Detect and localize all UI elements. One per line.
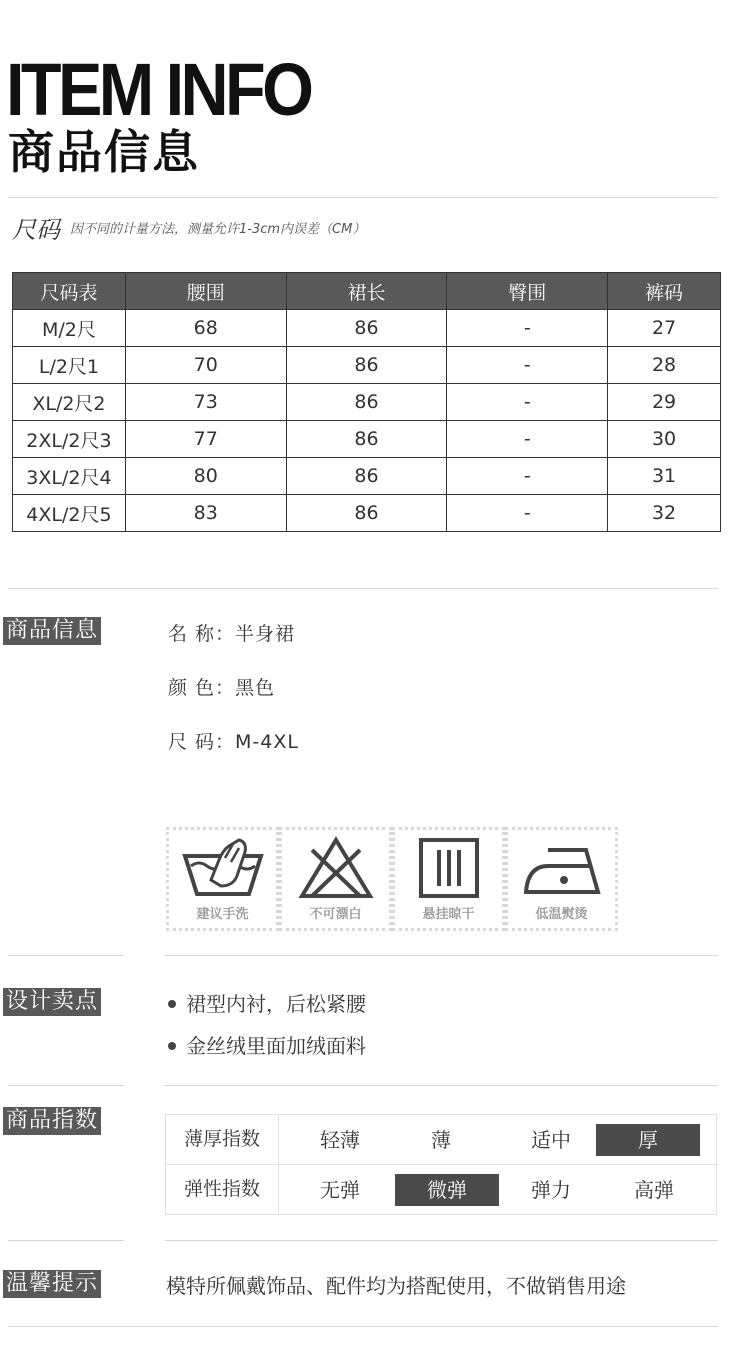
index-option: 高弹 <box>634 1178 674 1202</box>
table-cell: 83 <box>125 495 286 532</box>
index-row-elasticity <box>166 1165 716 1214</box>
table-cell: 29 <box>608 384 721 421</box>
divider <box>8 1085 124 1086</box>
table-row <box>13 310 721 347</box>
index-option-selected: 厚 <box>596 1124 700 1156</box>
table-cell: - <box>447 458 608 495</box>
design-point-text: 裙型内衬，后松紧腰 <box>186 992 366 1016</box>
index-option-selected: 微弹 <box>395 1174 499 1206</box>
size-label: 尺码 <box>12 216 60 244</box>
care-no-bleach <box>279 827 392 931</box>
care-label: 不可漂白 <box>309 907 362 922</box>
table-cell: 28 <box>608 347 721 384</box>
table-row <box>13 347 721 384</box>
bullet-dot <box>168 1000 176 1008</box>
size-note: 因不同的计量方法，测量允许1-3cm内误差（CM） <box>70 222 366 237</box>
header-cell: 裙长 <box>286 273 447 310</box>
tips-text: 模特所佩戴饰品、配件均为搭配使用，不做销售用途 <box>166 1274 626 1298</box>
table-cell: 31 <box>608 458 721 495</box>
table-row <box>13 495 721 532</box>
design-point <box>168 1030 366 1059</box>
index-row-thickness <box>166 1115 716 1165</box>
divider <box>8 588 718 589</box>
index-option: 轻薄 <box>320 1128 360 1152</box>
care-label: 建议手洗 <box>196 907 249 922</box>
header-cell: 尺码表 <box>13 273 126 310</box>
table-cell: 86 <box>286 421 447 458</box>
design-point-text: 金丝绒里面加绒面料 <box>186 1034 366 1058</box>
design-point <box>168 988 366 1017</box>
table-cell: - <box>447 495 608 532</box>
table-cell: - <box>447 421 608 458</box>
index-name: 薄厚指数 <box>166 1115 279 1164</box>
divider <box>8 955 124 956</box>
index-option: 无弹 <box>320 1178 360 1202</box>
size-table <box>12 272 721 532</box>
care-label: 低温熨烫 <box>535 907 588 922</box>
table-cell: 4XL/2尺5 <box>13 495 126 532</box>
divider <box>165 955 718 956</box>
table-cell: 77 <box>125 421 286 458</box>
info-name: 名 称：半身裙 <box>168 623 296 645</box>
header-cell: 腰围 <box>125 273 286 310</box>
divider <box>8 1240 124 1241</box>
index-table <box>165 1114 717 1215</box>
divider <box>8 1326 718 1327</box>
table-row <box>13 458 721 495</box>
table-row <box>13 384 721 421</box>
divider <box>165 1085 718 1086</box>
table-cell: 80 <box>125 458 286 495</box>
table-cell: 70 <box>125 347 286 384</box>
size-table-header <box>13 273 721 310</box>
table-cell: 86 <box>286 347 447 384</box>
care-label: 悬挂晾干 <box>422 907 475 922</box>
tips-tag: 温馨提示 <box>3 1270 101 1298</box>
header-cell: 臀围 <box>447 273 608 310</box>
index-name: 弹性指数 <box>166 1165 279 1214</box>
hand-wash-icon <box>181 836 265 900</box>
index-tag: 商品指数 <box>3 1107 101 1135</box>
table-cell: 86 <box>286 458 447 495</box>
table-cell: M/2尺 <box>13 310 126 347</box>
product-info-tag: 商品信息 <box>3 617 101 645</box>
title-english: ITEM INFO <box>6 48 311 131</box>
table-cell: - <box>447 310 608 347</box>
table-cell: L/2尺1 <box>13 347 126 384</box>
index-option: 适中 <box>531 1128 571 1152</box>
index-option: 弹力 <box>531 1178 571 1202</box>
info-color: 颜 色：黑色 <box>168 677 276 699</box>
care-low-iron <box>505 827 618 931</box>
table-cell: 73 <box>125 384 286 421</box>
table-row <box>13 421 721 458</box>
table-cell: 86 <box>286 310 447 347</box>
table-cell: - <box>447 384 608 421</box>
table-cell: 27 <box>608 310 721 347</box>
table-cell: - <box>447 347 608 384</box>
title-chinese: 商品信息 <box>8 125 200 179</box>
table-cell: 32 <box>608 495 721 532</box>
table-cell: 86 <box>286 384 447 421</box>
care-hang-dry <box>392 827 505 931</box>
table-cell: 2XL/2尺3 <box>13 421 126 458</box>
table-cell: 86 <box>286 495 447 532</box>
table-cell: 68 <box>125 310 286 347</box>
table-cell: XL/2尺2 <box>13 384 126 421</box>
hang-dry-icon <box>407 836 491 900</box>
index-option: 薄 <box>431 1128 451 1152</box>
care-hand-wash <box>166 827 279 931</box>
table-cell: 3XL/2尺4 <box>13 458 126 495</box>
divider <box>165 1240 718 1241</box>
low-iron-icon <box>520 836 604 900</box>
bullet-dot <box>168 1042 176 1050</box>
table-cell: 30 <box>608 421 721 458</box>
header-cell: 裤码 <box>608 273 721 310</box>
design-tag: 设计卖点 <box>3 988 101 1016</box>
divider <box>8 197 718 198</box>
no-bleach-icon <box>294 836 378 900</box>
info-size: 尺 码：M-4XL <box>168 731 299 753</box>
